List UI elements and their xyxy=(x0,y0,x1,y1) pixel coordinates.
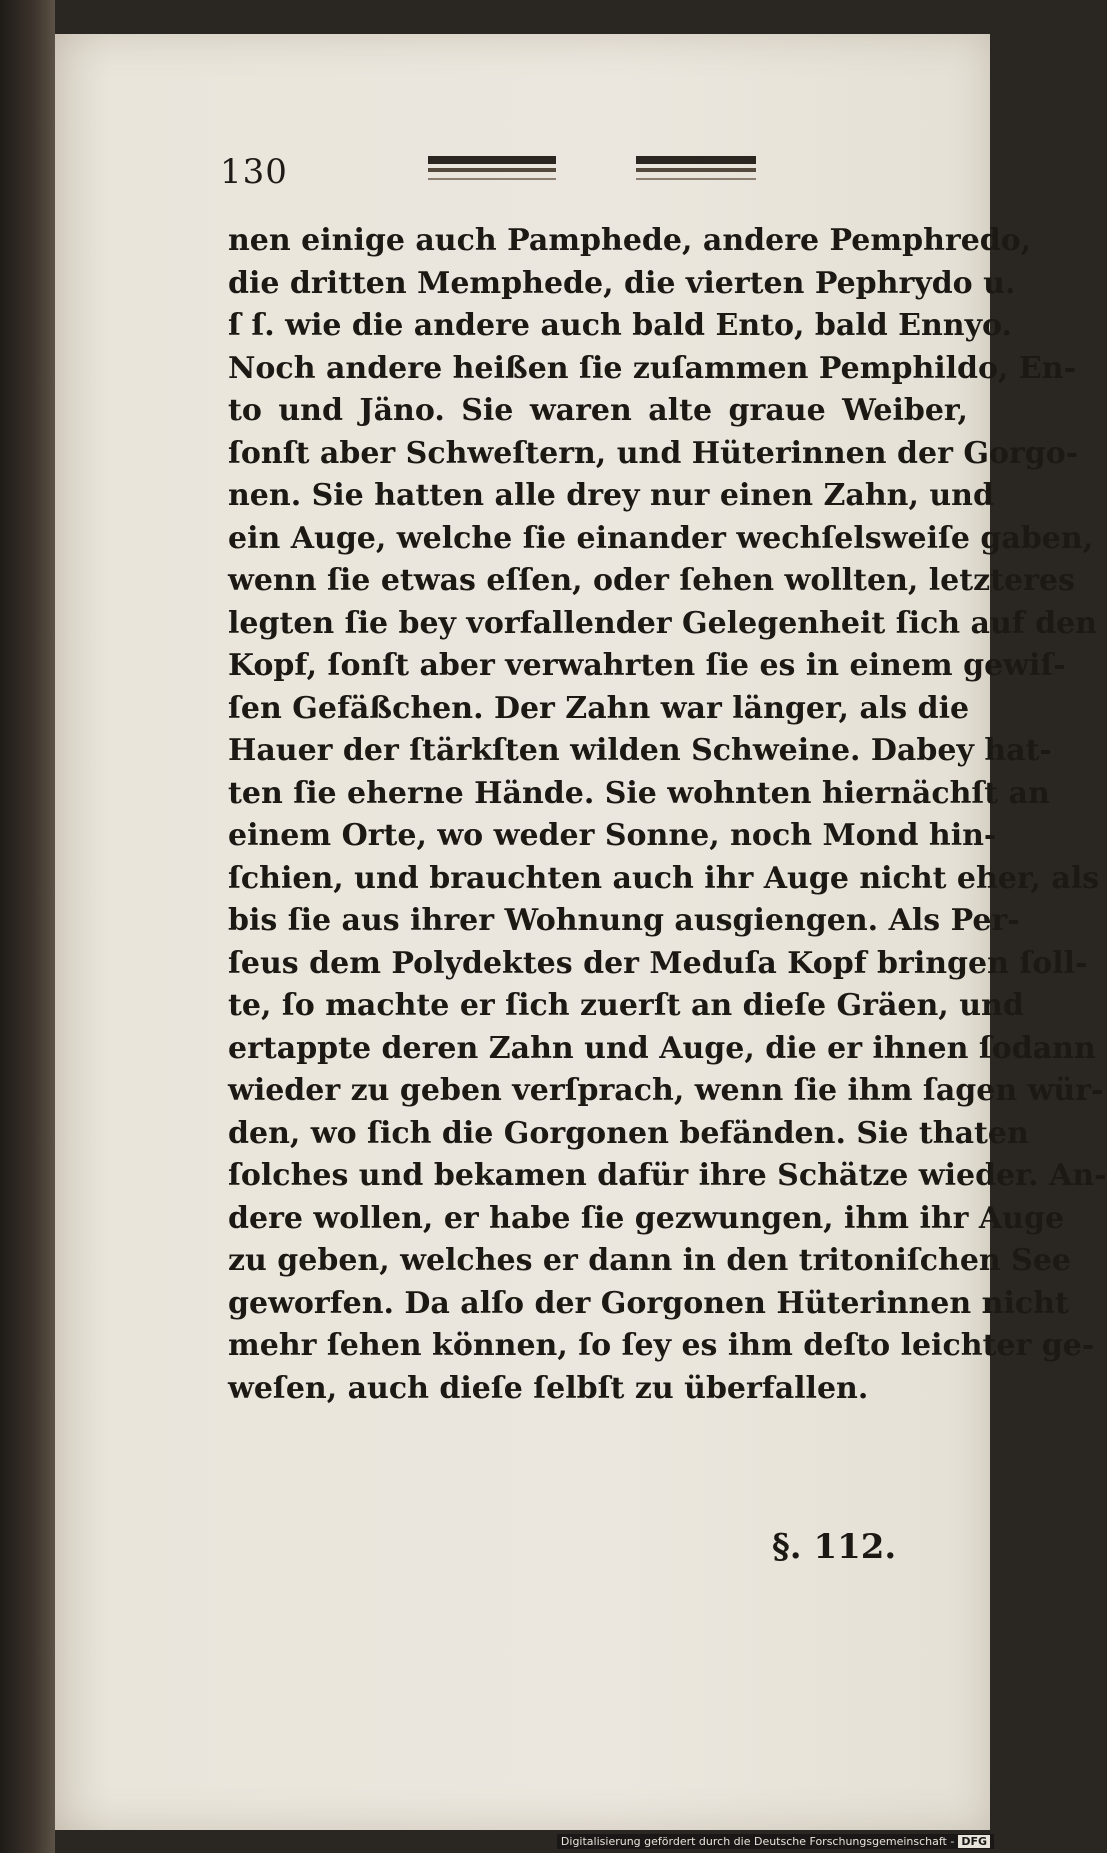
dfg-logo: DFG xyxy=(958,1835,990,1848)
text-line: wieder zu geben verſprach, wenn ſie ihm ſagen wür- xyxy=(228,1073,1104,1108)
text-line: nen einige auch Pamphede, andere Pemphredo, xyxy=(228,223,1032,258)
text-line: weſen, auch dieſe ſelbſt zu überfallen. xyxy=(228,1370,869,1406)
text-line: bis ſie aus ihrer Wohnung ausgiengen. Als Per- xyxy=(228,903,1020,938)
text-line: Noch andere heißen ſie zuſammen Pemphildo, En- xyxy=(228,350,1077,386)
body-text xyxy=(228,220,1107,1410)
text-line: die dritten Memphede, die vierten Pephrydo u. xyxy=(228,265,1016,301)
text-line: ſen Gefäßchen. Der Zahn war länger, als die xyxy=(228,690,970,726)
section-mark: §. 112. xyxy=(772,1527,897,1567)
text-line: ten ſie eherne Hände. Sie wohnten hiernächſt an xyxy=(228,775,1050,811)
text-line: Kopf, ſonſt aber verwahrten ſie es in einem gewiſ- xyxy=(228,648,1066,683)
text-line: ſeus dem Polydektes der Meduſa Kopf bringen ſoll- xyxy=(228,945,1088,981)
text-line: ein Auge, welche ſie einander wechſelsweiſe gaben, xyxy=(228,520,1094,556)
text-line: legten ſie bey vorfallender Gelegenheit ſich auf den xyxy=(228,605,1097,641)
credit-text: Digitalisierung gefördert durch die Deutsche Forschungsgemeinschaft - xyxy=(560,1835,955,1848)
page-number: 130 xyxy=(220,152,288,192)
text-line: einem Orte, wo weder Sonne, noch Mond hin- xyxy=(228,818,997,853)
text-line: to und Jäno. Sie waren alte graue Weiber, xyxy=(228,393,968,428)
book-gutter xyxy=(0,0,55,1853)
text-line: mehr ſehen können, ſo ſey es ihm deſto leichter ge- xyxy=(228,1328,1095,1363)
header-ornament-left xyxy=(428,156,556,182)
text-line: ertappte deren Zahn und Auge, die er ihnen ſodann xyxy=(228,1030,1096,1066)
text-line: wenn ſie etwas eſſen, oder ſehen wollten, letzteres xyxy=(228,563,1075,598)
text-line: geworfen. Da alſo der Gorgonen Hüterinnen nicht xyxy=(228,1285,1069,1321)
digitization-credit xyxy=(557,1834,994,1849)
text-line: ſ ſ. wie die andere auch bald Ento, bald Ennyo. xyxy=(228,308,1012,343)
text-line: den, wo ſich die Gorgonen befänden. Sie thaten xyxy=(228,1115,1029,1151)
text-line: dere wollen, er habe ſie gezwungen, ihm ihr Auge xyxy=(228,1200,1065,1236)
text-line: ſchien, und brauchten auch ihr Auge nicht eher, als xyxy=(228,860,1100,896)
header-ornament-right xyxy=(636,156,756,182)
text-line: ſonſt aber Schweſtern, und Hüterinnen der Gorgo- xyxy=(228,435,1079,471)
text-line: Hauer der ſtärkſten wilden Schweine. Dabey hat- xyxy=(228,733,1052,768)
text-line: nen. Sie hatten alle drey nur einen Zahn, und xyxy=(228,478,994,513)
text-line: te, ſo machte er ſich zuerſt an dieſe Gräen, und xyxy=(228,988,1024,1023)
text-line: ſolches und bekamen dafür ihre Schätze wieder. An- xyxy=(228,1158,1107,1193)
text-line: zu geben, welches er dann in den tritoniſchen See xyxy=(228,1243,1072,1278)
